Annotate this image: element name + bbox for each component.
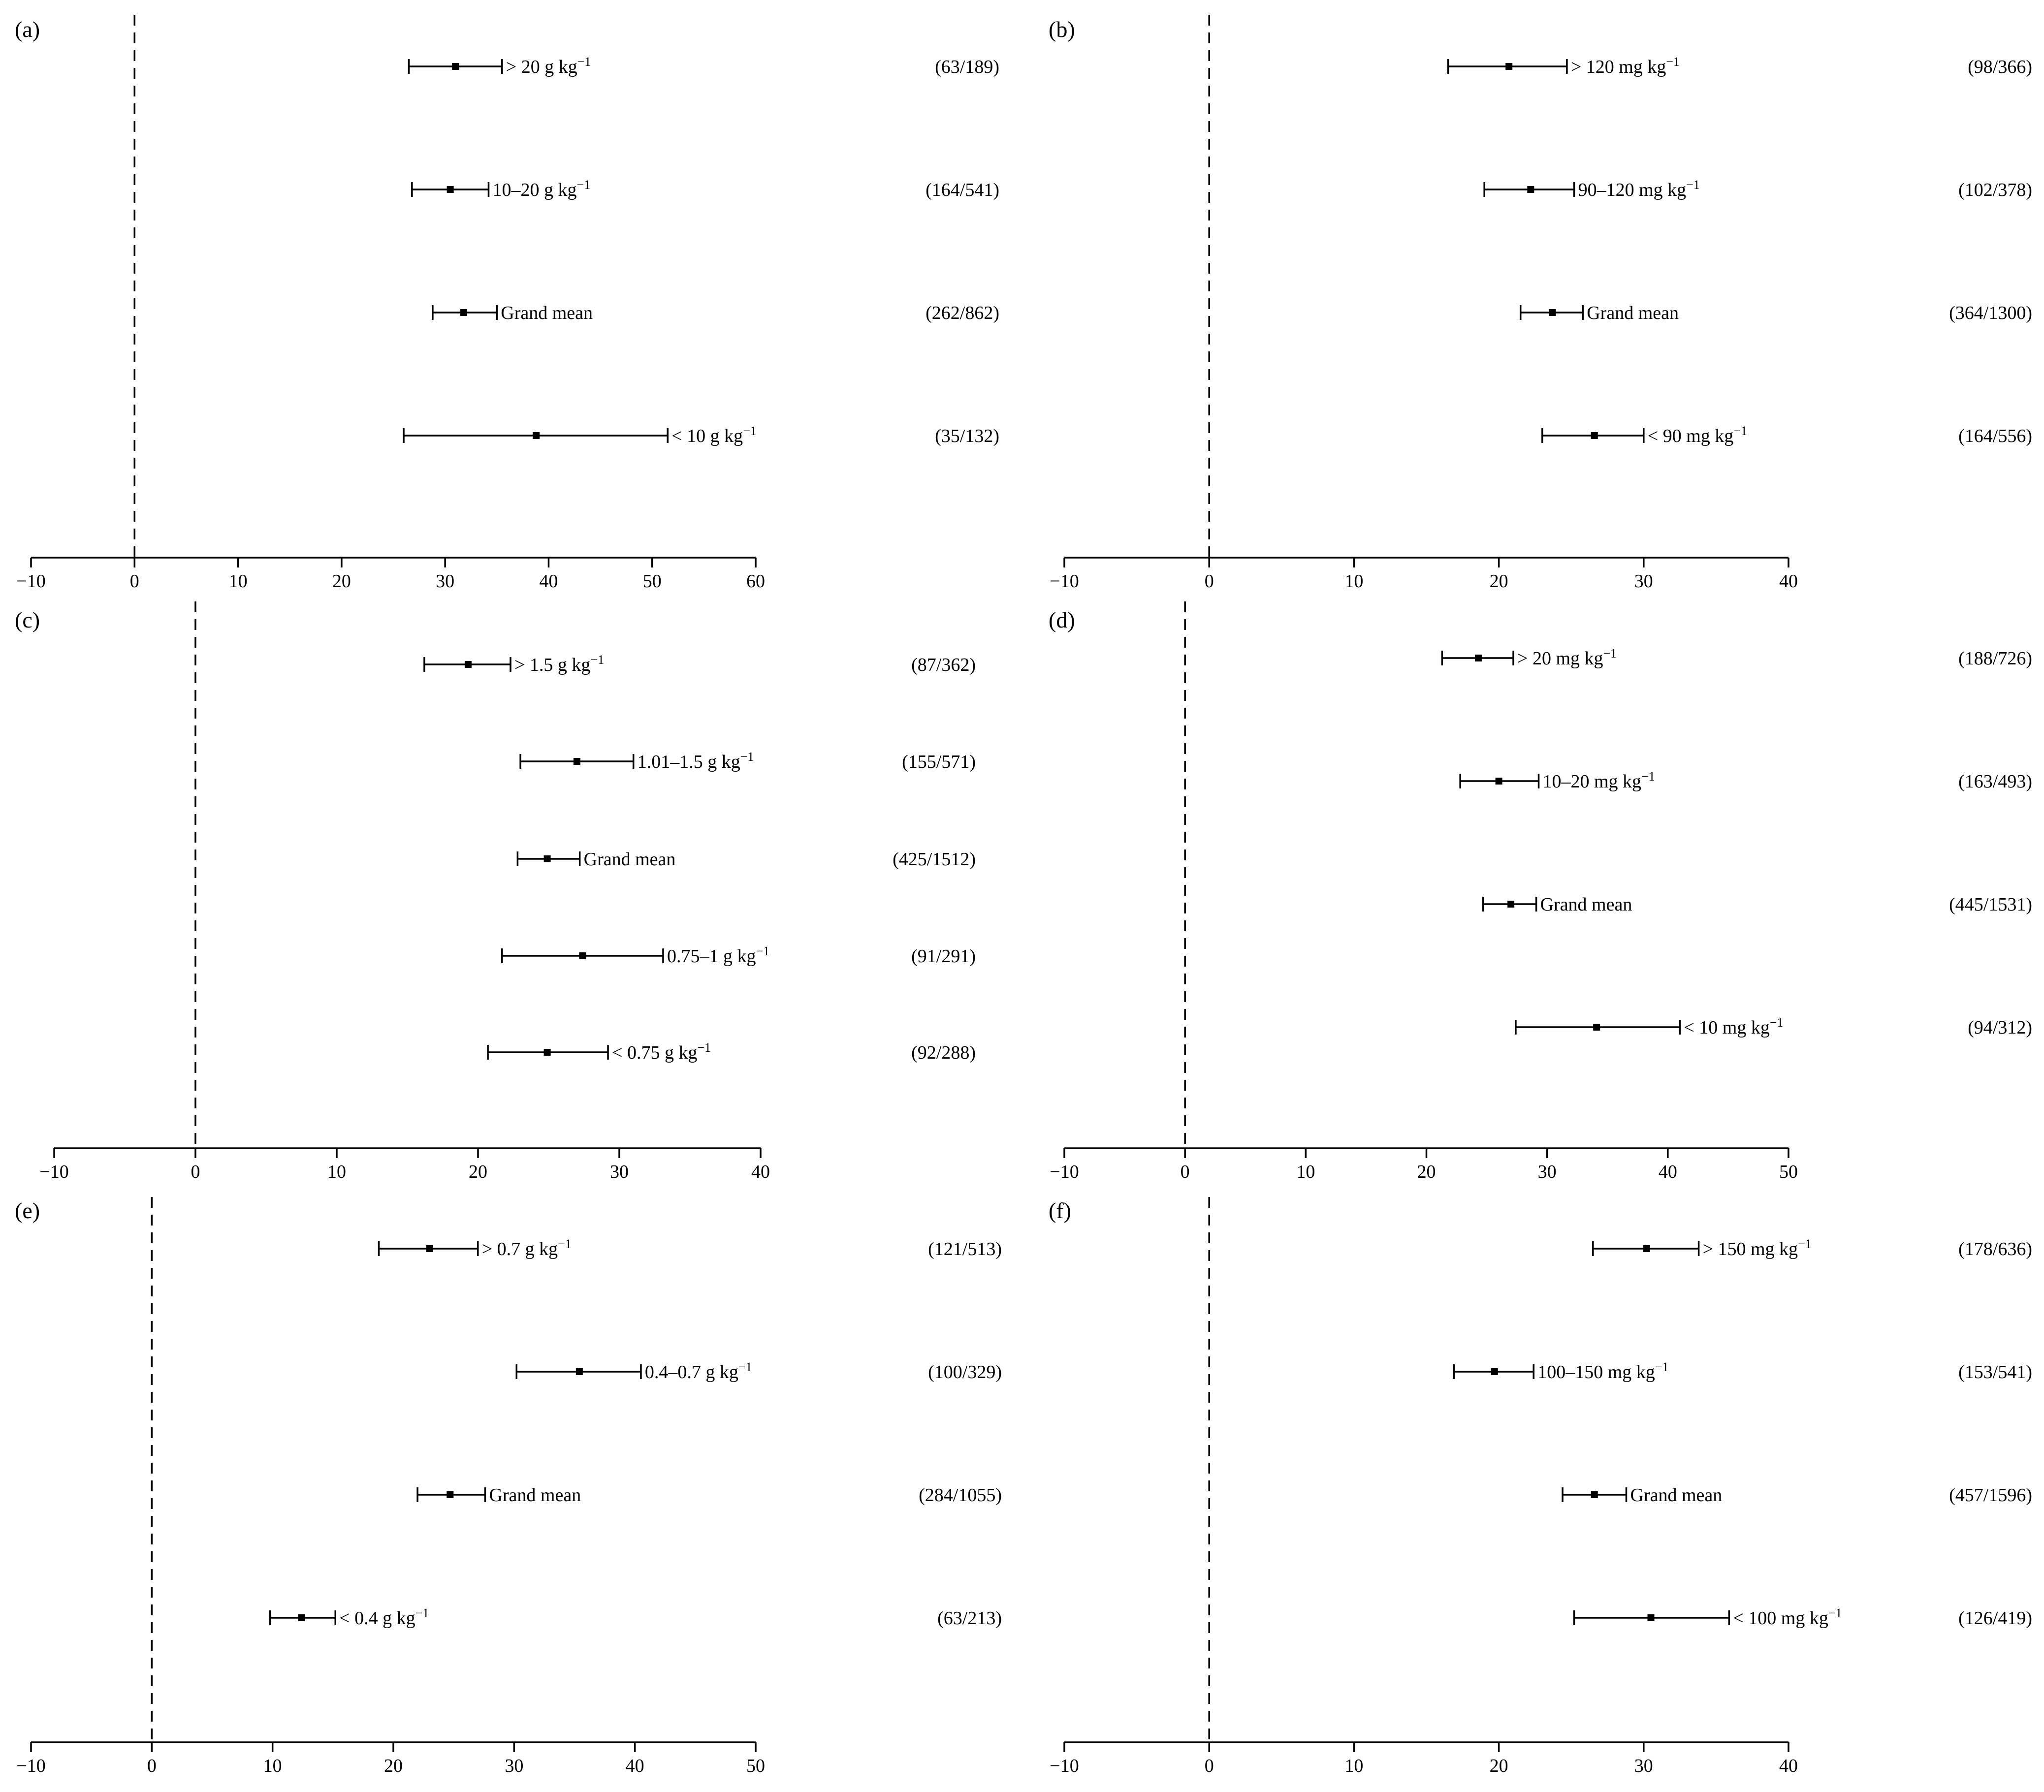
sample-count-label: (35/132) [935,426,999,446]
sample-count-label: (121/513) [928,1239,1002,1259]
row-label [1684,1015,1783,1038]
row-label-text: < 0.4 g kg [339,1608,415,1629]
mean-point [1591,432,1598,439]
x-tick-label: 30 [1537,1162,1557,1182]
mean-point [1491,1368,1498,1375]
x-tick-label: 30 [1634,1756,1653,1776]
mean-point [452,63,459,70]
x-tick-label: −10 [39,1162,69,1182]
x-tick-label: −10 [1050,1756,1079,1776]
mean-point [1648,1614,1655,1621]
sample-count-label: (425/1512) [893,849,976,870]
x-tick-label: 0 [147,1756,157,1776]
row-label-superscript: −1 [1798,1237,1812,1251]
sample-count-label: (188/726) [1958,648,2032,669]
row-label-superscript: −1 [756,944,770,958]
row-label-text: Grand mean [1540,894,1632,915]
x-tick-label: −10 [1050,571,1079,592]
row-label-text: 1.01–1.5 g kg [637,752,740,772]
x-tick-label: 0 [1180,1162,1190,1182]
row-label-superscript: −1 [1828,1606,1842,1620]
panel-label: (c) [15,607,40,632]
mean-point [1507,901,1514,908]
row-label-text: > 20 g kg [506,57,577,77]
row-label [667,944,769,967]
row-label-superscript: −1 [697,1040,711,1055]
sample-count-label: (98/366) [1968,57,2032,77]
panel-label: (b) [1049,17,1075,42]
row-label-text: > 1.5 g kg [514,655,591,675]
mean-point [1496,778,1502,785]
row-label-text: < 100 mg kg [1733,1608,1828,1629]
mean-point [1475,655,1482,661]
sample-count-label: (87/362) [911,655,976,675]
x-tick-label: 20 [1417,1162,1436,1182]
row-label [645,1360,752,1383]
row-label-superscript: −1 [1655,1360,1669,1374]
row-label-text: > 0.7 g kg [481,1239,558,1259]
mean-point [1549,309,1556,316]
row-label-text: 10–20 g kg [492,180,577,200]
sample-count-label: (100/329) [928,1362,1002,1383]
row-label-text: Grand mean [583,849,676,870]
mean-point [574,758,580,765]
row-label-text: 100–150 mg kg [1537,1362,1655,1383]
sample-count-label: (364/1300) [1949,303,2032,323]
row-label-text: Grand mean [1587,303,1679,323]
row-label [1733,1606,1842,1629]
row-label [1587,303,1679,323]
sample-count-label: (63/189) [935,57,999,77]
sample-count-label: (445/1531) [1949,894,2032,915]
x-tick-label: 0 [1204,1756,1214,1776]
x-tick-label: 20 [384,1756,403,1776]
row-label-superscript: −1 [738,1360,752,1374]
row-label-text: 0.4–0.7 g kg [644,1362,738,1383]
row-label [489,1485,581,1506]
mean-point [1527,186,1534,193]
row-label-superscript: −1 [1641,769,1655,784]
x-tick-label: 40 [1779,1756,1798,1776]
sample-count-label: (91/291) [911,946,976,967]
x-tick-label: 0 [129,571,139,592]
mean-point [465,661,472,668]
sample-count-label: (164/556) [1958,426,2032,446]
row-label-superscript: −1 [1769,1015,1784,1030]
panel-label: (a) [15,17,40,42]
sample-count-label: (262/862) [926,303,999,323]
row-label-superscript: −1 [740,750,754,764]
x-tick-label: −10 [16,1756,46,1776]
row-label-superscript: −1 [576,178,591,192]
mean-point [426,1245,433,1252]
row-label-superscript: −1 [1666,55,1680,69]
row-label-text: Grand mean [489,1485,581,1506]
row-label [1578,178,1700,200]
row-label [501,303,593,323]
panel-label: (e) [15,1198,40,1223]
sample-count-label: (457/1596) [1949,1485,2032,1506]
mean-point [1591,1491,1598,1498]
row-label [1571,55,1680,77]
mean-point [579,952,586,959]
sample-count-label: (63/213) [937,1608,1002,1629]
x-tick-label: 20 [332,571,351,592]
x-tick-label: 10 [1344,571,1364,592]
sample-count-label: (284/1055) [919,1485,1002,1506]
sample-count-label: (163/493) [1958,771,2032,792]
row-label [1517,646,1617,669]
row-label [1543,769,1655,792]
x-tick-label: 20 [1489,571,1508,592]
row-label-text: > 20 mg kg [1517,648,1603,669]
x-tick-label: 50 [1779,1162,1798,1182]
x-tick-label: 10 [263,1756,282,1776]
panel-label: (f) [1049,1198,1071,1223]
row-label [1648,424,1747,446]
row-label-superscript: −1 [1686,178,1700,192]
mean-point [533,432,540,439]
sample-count-label: (92/288) [911,1042,976,1063]
mean-point [544,1049,551,1056]
row-label-text: < 10 mg kg [1684,1017,1770,1038]
x-tick-label: −10 [16,571,46,592]
row-label-superscript: −1 [558,1237,572,1251]
row-label-text: 10–20 mg kg [1542,771,1642,792]
x-tick-label: 0 [1204,571,1214,592]
x-tick-label: 10 [1296,1162,1315,1182]
row-label-superscript: −1 [415,1606,429,1620]
x-tick-label: 30 [436,571,455,592]
x-tick-label: 10 [1344,1756,1364,1776]
row-label-text: > 120 mg kg [1570,57,1666,77]
mean-point [460,309,467,316]
x-tick-label: 60 [746,571,765,592]
sample-count-label: (126/419) [1958,1608,2032,1629]
x-tick-label: 40 [1658,1162,1677,1182]
row-label-text: Grand mean [501,303,593,323]
x-tick-label: 50 [746,1756,765,1776]
row-label [638,750,754,772]
row-label [1540,894,1632,915]
row-label-text: 0.75–1 g kg [667,946,756,967]
mean-point [544,855,551,862]
sample-count-label: (164/541) [926,180,999,200]
mean-point [576,1368,583,1375]
row-label-superscript: −1 [590,653,605,667]
x-tick-label: 40 [1779,571,1798,592]
x-tick-label: 40 [539,571,558,592]
sample-count-label: (94/312) [1968,1017,2032,1038]
row-label [492,178,590,200]
row-label [612,1040,711,1063]
row-label [1703,1237,1812,1259]
row-label-text: > 150 mg kg [1702,1239,1798,1259]
row-label-superscript: −1 [743,424,757,438]
mean-point [1643,1245,1650,1252]
row-label-text: < 90 mg kg [1647,426,1734,446]
row-label-superscript: −1 [577,55,591,69]
x-tick-label: 0 [191,1162,200,1182]
x-tick-label: 30 [610,1162,629,1182]
row-label [1630,1485,1722,1506]
row-label-text: < 10 g kg [671,426,743,446]
x-tick-label: 40 [625,1756,644,1776]
row-label-superscript: −1 [1733,424,1747,438]
x-tick-label: 30 [505,1756,524,1776]
sample-count-label: (155/571) [902,752,976,772]
row-label-text: < 0.75 g kg [612,1042,698,1063]
x-tick-label: 30 [1634,571,1653,592]
sample-count-label: (178/636) [1958,1239,2032,1259]
mean-point [447,186,454,193]
mean-point [298,1614,305,1621]
x-tick-label: 20 [1489,1756,1508,1776]
mean-point [1593,1024,1600,1031]
row-label [1537,1360,1668,1383]
x-tick-label: 50 [642,571,662,592]
row-label-text: Grand mean [1630,1485,1723,1506]
panel-label: (d) [1049,607,1075,632]
x-tick-label: 10 [228,571,248,592]
mean-point [447,1491,453,1498]
x-tick-label: 40 [751,1162,770,1182]
x-tick-label: 10 [327,1162,346,1182]
sample-count-label: (153/541) [1958,1362,2032,1383]
sample-count-label: (102/378) [1958,180,2032,200]
x-tick-label: 20 [469,1162,487,1182]
x-tick-label: −10 [1050,1162,1079,1182]
mean-point [1505,63,1512,70]
row-label-superscript: −1 [1603,646,1617,660]
row-label-text: 90–120 mg kg [1578,180,1687,200]
row-label [584,849,676,870]
